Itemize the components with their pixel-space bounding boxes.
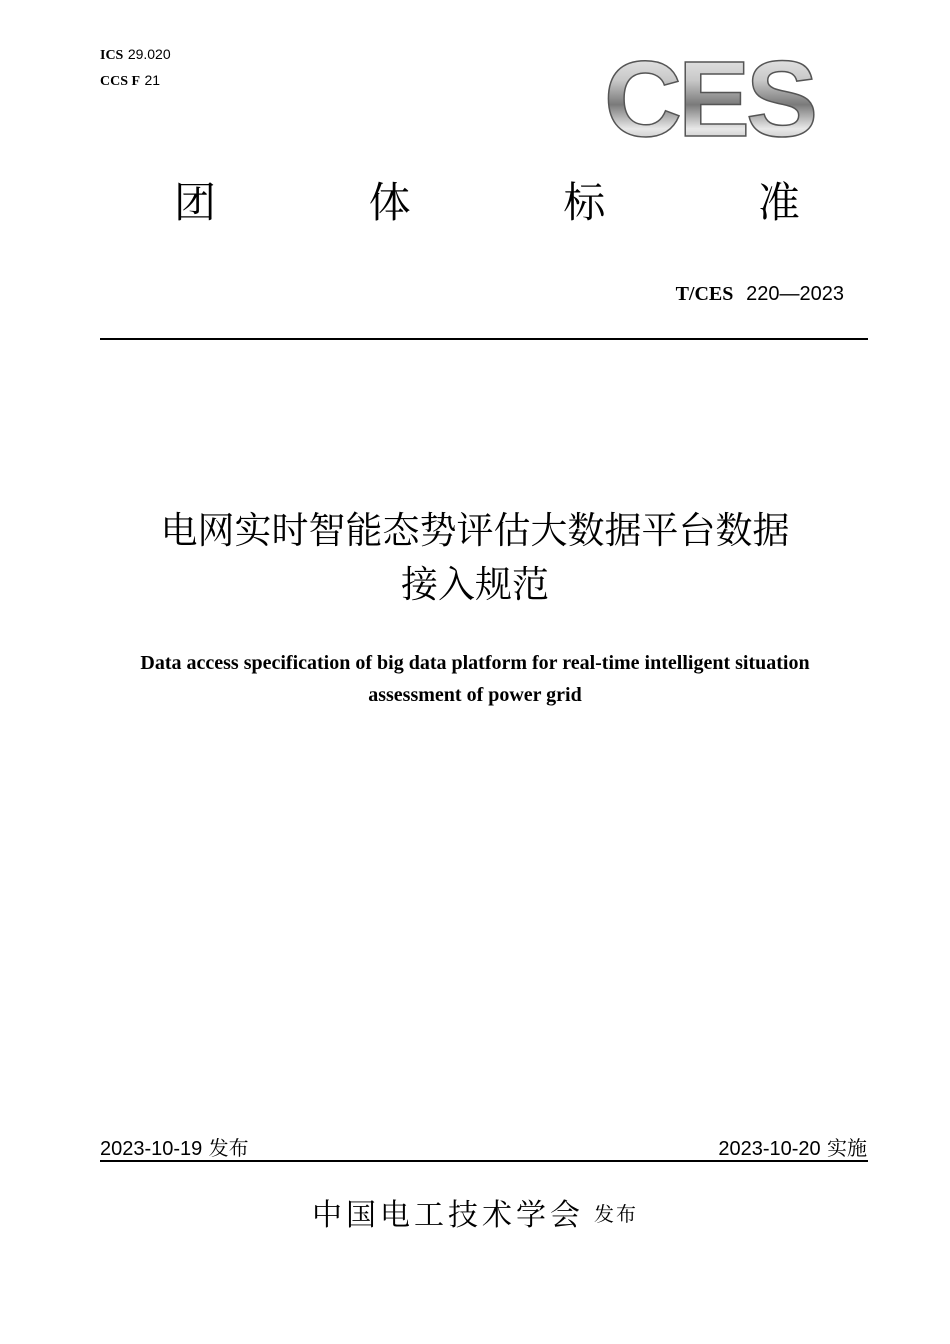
chinese-title <box>0 506 950 610</box>
doc-type-char: 团 <box>174 178 217 227</box>
ces-logo <box>598 50 820 150</box>
doc-type-char: 准 <box>757 178 800 227</box>
ccs-code: CCS F 21 <box>100 72 161 89</box>
top-divider <box>100 338 868 340</box>
publisher-suffix: 发布 <box>594 1202 638 1226</box>
ics-code: ICS 29.020 <box>100 46 171 63</box>
standard-number: T/CES 220—2023 <box>675 283 844 305</box>
doc-type-char: 标 <box>563 178 606 227</box>
classification-codes <box>100 42 171 94</box>
doc-type-char: 体 <box>368 178 411 227</box>
publish-date: 2023-10-19 发布 <box>100 1136 249 1160</box>
implement-date: 2023-10-20 实施 <box>718 1136 867 1160</box>
chinese-title-line1: 电网实时智能态势评估大数据平台数据 <box>160 509 790 552</box>
bottom-divider <box>100 1160 868 1162</box>
english-title-line2: assessment of power grid <box>368 684 582 706</box>
english-title <box>90 647 860 711</box>
publisher <box>0 1190 950 1234</box>
publisher-name: 中国电工技术学会 <box>312 1198 584 1233</box>
logo-text: CES <box>603 50 815 146</box>
chinese-title-line2: 接入规范 <box>401 563 549 606</box>
english-title-line1: Data access specification of big data platform for real-time intelligent situation <box>140 652 810 674</box>
document-type <box>100 170 868 230</box>
